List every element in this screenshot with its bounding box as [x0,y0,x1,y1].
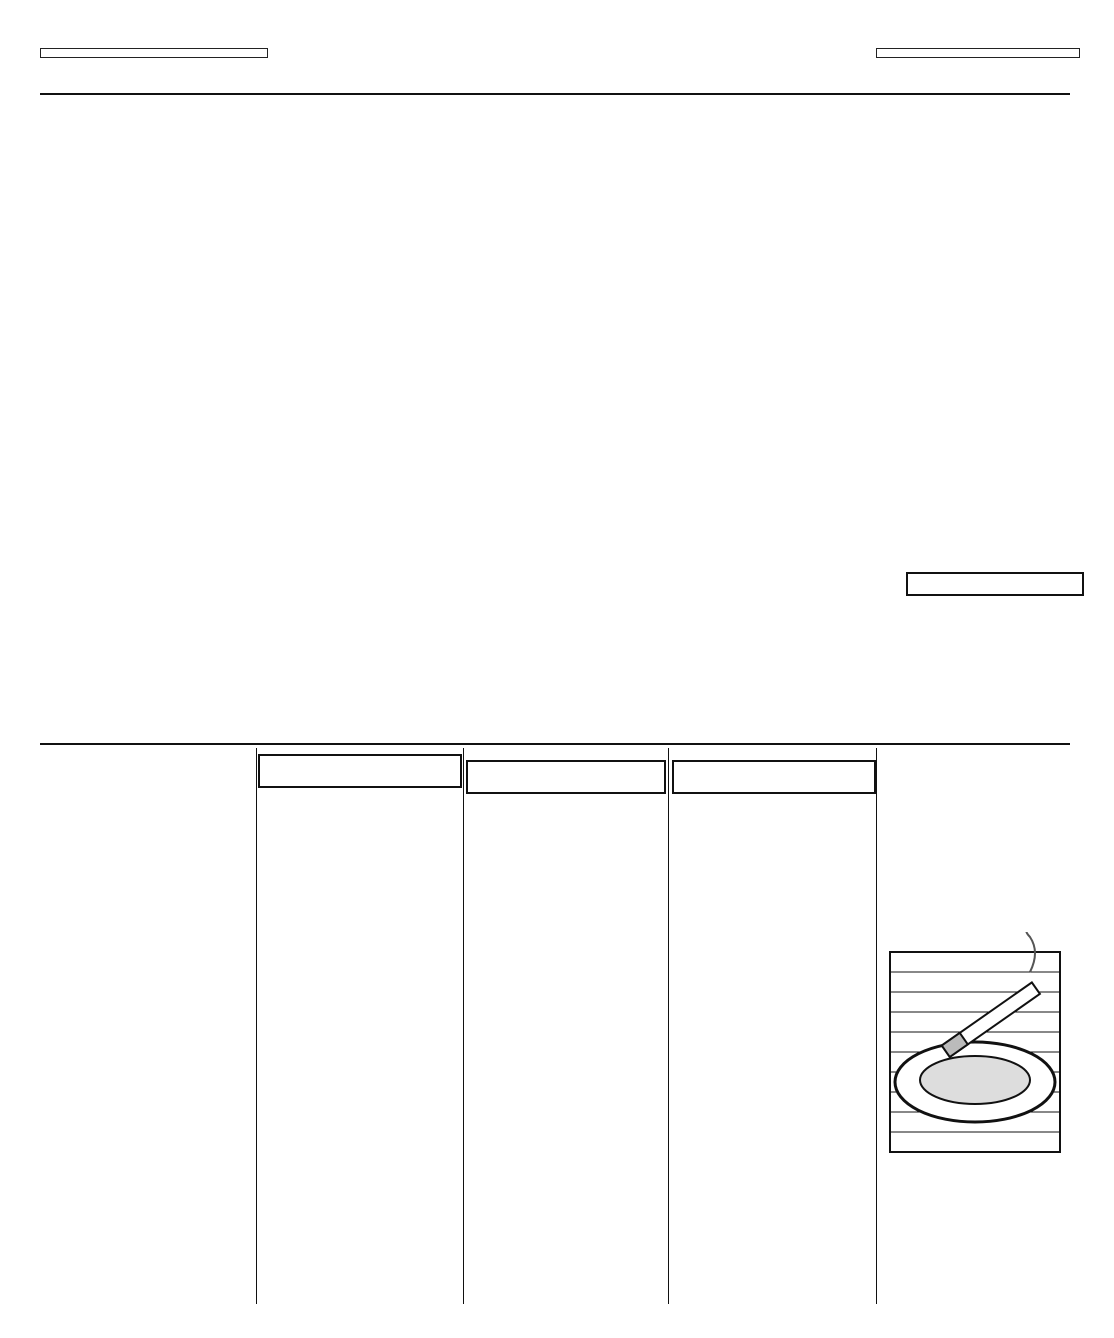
de-reszke-advertisement [880,910,1070,1310]
column-divider [876,748,877,1304]
lockheed-notice-box [906,572,1084,596]
bottom-column-4 [672,758,876,800]
column-divider [463,748,464,1304]
weather-forecast-right [876,48,1080,58]
bottom-column-3 [466,758,666,800]
weather-forecast-left [40,48,268,58]
column-divider [668,748,669,1304]
column-divider [256,748,257,1304]
bottom-column-2 [258,752,462,794]
header-rule [40,93,1070,95]
station-box-4yz [672,760,876,794]
station-box-4ya [258,754,462,788]
station-box-4yo [466,760,666,794]
section-rule [40,743,1070,745]
ashtray-cigarette-illustration [880,932,1070,1162]
